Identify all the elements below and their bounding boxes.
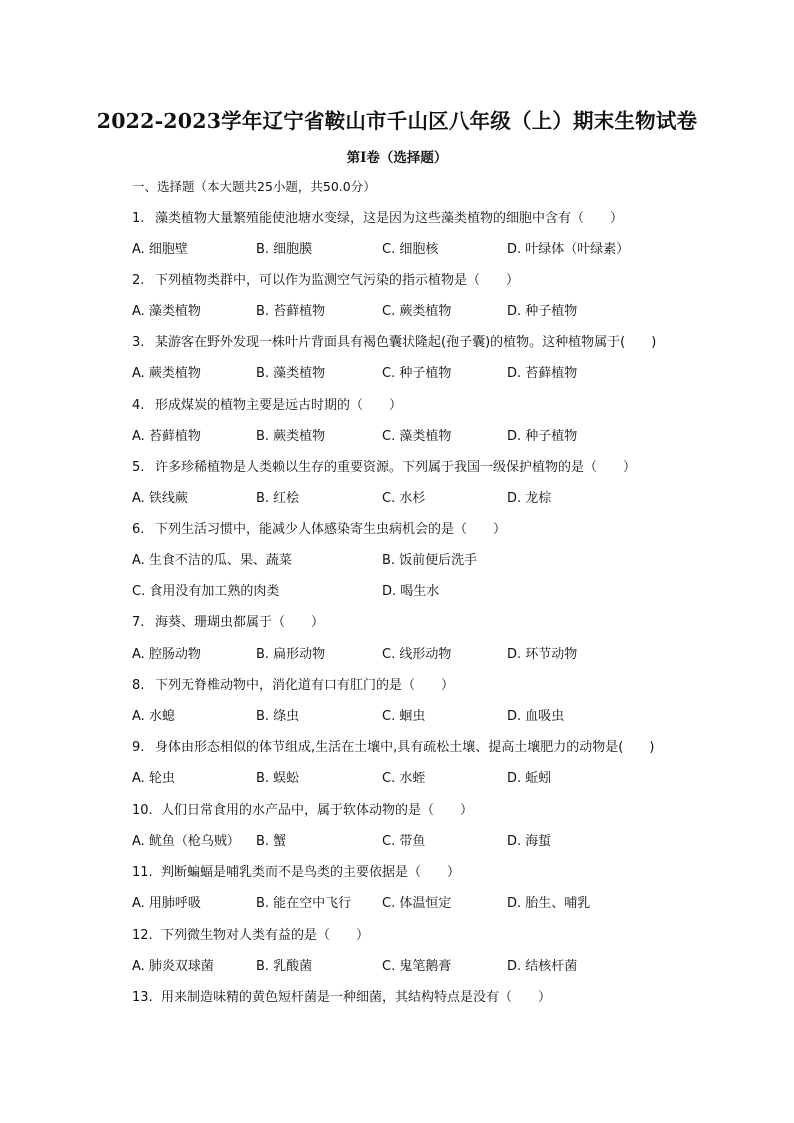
option-b: B. 蟹 — [256, 834, 287, 849]
option-d: D. 血吸虫 — [507, 709, 565, 724]
options-11 — [132, 892, 692, 912]
option-b: B. 扁形动物 — [256, 647, 326, 662]
option-c: C. 体温恒定 — [382, 896, 452, 911]
question-text: 下列无脊椎动物中，消化道有口有肛门的是（ ） — [155, 678, 455, 693]
option-b: B. 能在空中飞行 — [256, 896, 352, 911]
options-8 — [132, 705, 692, 725]
question-text: 身体由形态相似的体节组成,生活在土壤中,具有疏松土壤、提高土壤肥力的动物是( ) — [155, 740, 655, 755]
option-c: C. 线形动物 — [382, 647, 452, 662]
question-text: 海葵、珊瑚虫都属于（ ） — [155, 615, 325, 630]
option-a: A. 藻类植物 — [132, 304, 201, 319]
option-d: D. 叶绿体（叶绿素） — [507, 242, 630, 257]
question-number: 10. — [132, 803, 153, 818]
option-a: A. 鱿鱼（枪乌贼） — [132, 834, 240, 849]
option-b: B. 饭前便后洗手 — [382, 553, 478, 568]
option-a: A. 腔肠动物 — [132, 647, 201, 662]
option-a: A. 细胞壁 — [132, 242, 188, 257]
option-c: C. 种子植物 — [382, 366, 452, 381]
question-text: 下列微生物对人类有益的是（ ） — [161, 928, 370, 943]
options-9 — [132, 767, 692, 787]
question-number: 3. — [132, 335, 145, 350]
question-10 — [132, 799, 473, 818]
option-b: B. 苔藓植物 — [256, 304, 326, 319]
question-7 — [132, 611, 324, 630]
options-6-row1 — [132, 549, 692, 569]
question-9 — [132, 736, 654, 755]
option-d: D. 龙棕 — [507, 491, 552, 506]
option-d: D. 喝生水 — [382, 584, 440, 599]
option-a: A. 轮虫 — [132, 771, 175, 786]
question-6 — [132, 518, 506, 537]
option-b: B. 红桧 — [256, 491, 300, 506]
option-c: C. 藻类植物 — [382, 429, 452, 444]
question-text: 许多珍稀植物是人类赖以生存的重要资源。下列属于我国一级保护植物的是（ ） — [155, 460, 637, 475]
option-a: A. 生食不洁的瓜、果、蔬菜 — [132, 553, 292, 568]
options-6-row2 — [132, 580, 692, 600]
question-number: 11. — [132, 865, 153, 880]
option-b: B. 蕨类植物 — [256, 429, 326, 444]
question-11 — [132, 861, 460, 880]
option-d: D. 胎生、哺乳 — [507, 896, 591, 911]
option-c: C. 蛔虫 — [382, 709, 426, 724]
option-b: B. 藻类植物 — [256, 366, 326, 381]
question-3 — [132, 331, 656, 350]
exam-subtitle: 第I卷（选择题） — [346, 150, 448, 166]
option-c: C. 细胞核 — [382, 242, 439, 257]
question-1 — [132, 207, 623, 226]
question-number: 4. — [132, 398, 145, 413]
option-c: C. 水蛭 — [382, 771, 426, 786]
options-7 — [132, 643, 692, 663]
option-b: B. 乳酸菌 — [256, 959, 313, 974]
options-5 — [132, 487, 692, 507]
question-number: 5. — [132, 460, 145, 475]
question-13 — [132, 986, 551, 1005]
option-a: A. 蕨类植物 — [132, 366, 201, 381]
option-d: D. 环节动物 — [507, 647, 578, 662]
question-text: 形成煤炭的植物主要是远古时期的（ ） — [155, 398, 403, 413]
options-2 — [132, 300, 692, 320]
option-b: B. 绦虫 — [256, 709, 300, 724]
question-number: 12. — [132, 928, 153, 943]
options-12 — [132, 955, 692, 975]
options-1 — [132, 238, 692, 258]
option-c: C. 带鱼 — [382, 834, 426, 849]
question-text: 人们日常食用的水产品中，属于软体动物的是（ ） — [161, 803, 474, 818]
option-a: A. 水螅 — [132, 709, 175, 724]
question-text: 下列植物类群中，可以作为监测空气污染的指示植物是（ ） — [155, 273, 520, 288]
option-d: D. 苔藓植物 — [507, 366, 578, 381]
question-number: 1. — [132, 211, 145, 226]
option-c: C. 鬼笔鹅膏 — [382, 959, 452, 974]
option-d: D. 海蜇 — [507, 834, 552, 849]
options-10 — [132, 830, 692, 850]
option-a: A. 苔藓植物 — [132, 429, 201, 444]
question-number: 9. — [132, 740, 145, 755]
option-d: D. 蚯蚓 — [507, 771, 552, 786]
question-text: 用来制造味精的黄色短杆菌是一种细菌，其结构特点是没有（ ） — [161, 990, 552, 1005]
question-2 — [132, 269, 519, 288]
options-3 — [132, 362, 692, 382]
exam-title: 2022-2023学年辽宁省鞍山市千山区八年级（上）期末生物试卷 — [96, 109, 698, 133]
options-4 — [132, 425, 692, 445]
question-5 — [132, 456, 636, 475]
question-number: 6. — [132, 522, 145, 537]
option-b: B. 细胞膜 — [256, 242, 313, 257]
option-c: C. 食用没有加工熟的肉类 — [132, 584, 280, 599]
question-8 — [132, 674, 454, 693]
option-d: D. 结核杆菌 — [507, 959, 578, 974]
question-number: 7. — [132, 615, 145, 630]
option-d: D. 种子植物 — [507, 429, 578, 444]
question-number: 2. — [132, 273, 145, 288]
section-heading: 一、选择题（本大题共25小题，共50.0分） — [132, 179, 376, 194]
option-d: D. 种子植物 — [507, 304, 578, 319]
question-number: 13. — [132, 990, 153, 1005]
option-c: C. 水杉 — [382, 491, 426, 506]
question-text: 某游客在野外发现一株叶片背面具有褐色囊状隆起(孢子囊)的植物。这种植物属于( ) — [155, 335, 657, 350]
option-c: C. 蕨类植物 — [382, 304, 452, 319]
option-a: A. 肺炎双球菌 — [132, 959, 214, 974]
option-a: A. 用肺呼吸 — [132, 896, 201, 911]
question-4 — [132, 394, 402, 413]
option-b: B. 蜈蚣 — [256, 771, 300, 786]
question-12 — [132, 924, 369, 943]
question-number: 8. — [132, 678, 145, 693]
question-text: 判断蝙蝠是哺乳类而不是鸟类的主要依据是（ ） — [161, 865, 461, 880]
question-text: 藻类植物大量繁殖能使池塘水变绿，这是因为这些藻类植物的细胞中含有（ ） — [155, 211, 624, 226]
option-a: A. 铁线蕨 — [132, 491, 188, 506]
question-text: 下列生活习惯中，能减少人体感染寄生虫病机会的是（ ） — [155, 522, 507, 537]
